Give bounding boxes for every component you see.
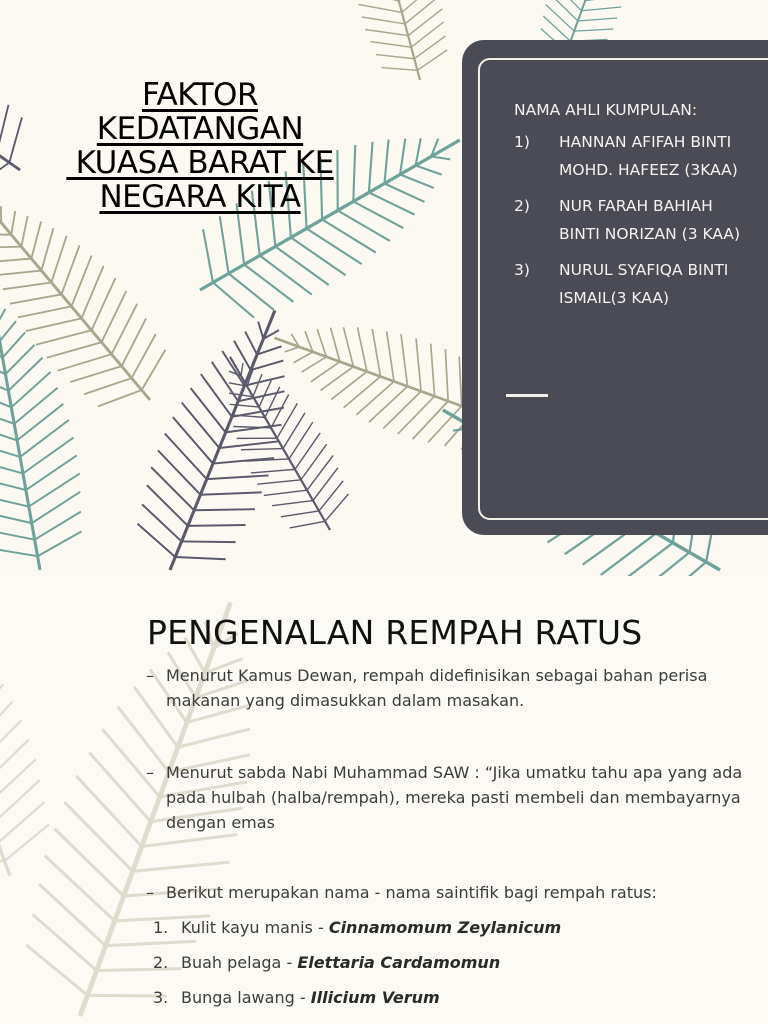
member-item	[514, 192, 754, 248]
list-label: Kulit kayu manis -	[181, 918, 329, 937]
bullet-item	[146, 663, 756, 713]
feather-olive-top	[0, 0, 516, 465]
member-name: HANNAN AFIFAH BINTI MOHD. HAFEEZ (3KAA)	[559, 133, 738, 179]
title-line-2: KEDATANGAN	[96, 111, 304, 148]
member-item	[514, 128, 754, 184]
bullet-text: Menurut Kamus Dewan, rempah didefinisikan sebagai bahan perisa makanan yang dimasukkan dalam masakan.	[166, 666, 708, 710]
title-line-3: KUASA BARAT KE	[66, 145, 334, 182]
bullet-text: Menurut sabda Nabi Muhammad SAW : “Jika umatku tahu apa yang ada pada hulbah (halba/rempah), mereka pasti membeli dan membayarnya dengan emas	[166, 763, 743, 832]
scientific-name: Elettaria Cardamomun	[297, 953, 501, 972]
member-item	[514, 256, 754, 312]
slide-title-text	[30, 78, 370, 214]
member-number: 3)	[514, 261, 530, 279]
scientific-name: Cinnamomum Zeylanicum	[328, 918, 562, 937]
list-label: Buah pelaga -	[181, 953, 298, 972]
member-number: 2)	[514, 197, 530, 215]
bullet-item	[146, 760, 756, 835]
members-heading: NAMA AHLI KUMPULAN:	[514, 101, 698, 119]
list-number: 3.	[153, 988, 169, 1007]
section-title: PENGENALAN REMPAH RATUS	[147, 613, 643, 652]
bullet-dash: –	[146, 883, 154, 902]
bullet-item	[146, 880, 756, 905]
list-label: Bunga lawang -	[181, 988, 311, 1007]
scientific-name: Illicium Verum	[310, 988, 440, 1007]
bullet-dash: –	[146, 763, 154, 782]
title-line-1: FAKTOR	[142, 77, 258, 113]
member-number: 1)	[514, 133, 530, 151]
members-panel-content	[514, 96, 754, 320]
spice-list	[153, 914, 713, 1019]
list-item	[153, 984, 713, 1019]
feather-slate-bottom	[118, 289, 365, 576]
member-name: NURUL SYAFIQA BINTI ISMAIL(3 KAA)	[559, 261, 729, 307]
member-name: NUR FARAH BAHIAH BINTI NORIZAN (3 KAA)	[559, 197, 741, 243]
list-number: 2.	[153, 953, 169, 972]
list-item	[153, 914, 713, 949]
list-number: 1.	[153, 918, 169, 937]
bullet-text: Berikut merupakan nama - nama saintifik bagi rempah ratus:	[166, 883, 657, 902]
bullet-dash: –	[146, 666, 154, 685]
accent-bar	[506, 394, 548, 397]
title-line-4: NEGARA KITA	[99, 179, 301, 216]
list-item	[153, 949, 713, 984]
